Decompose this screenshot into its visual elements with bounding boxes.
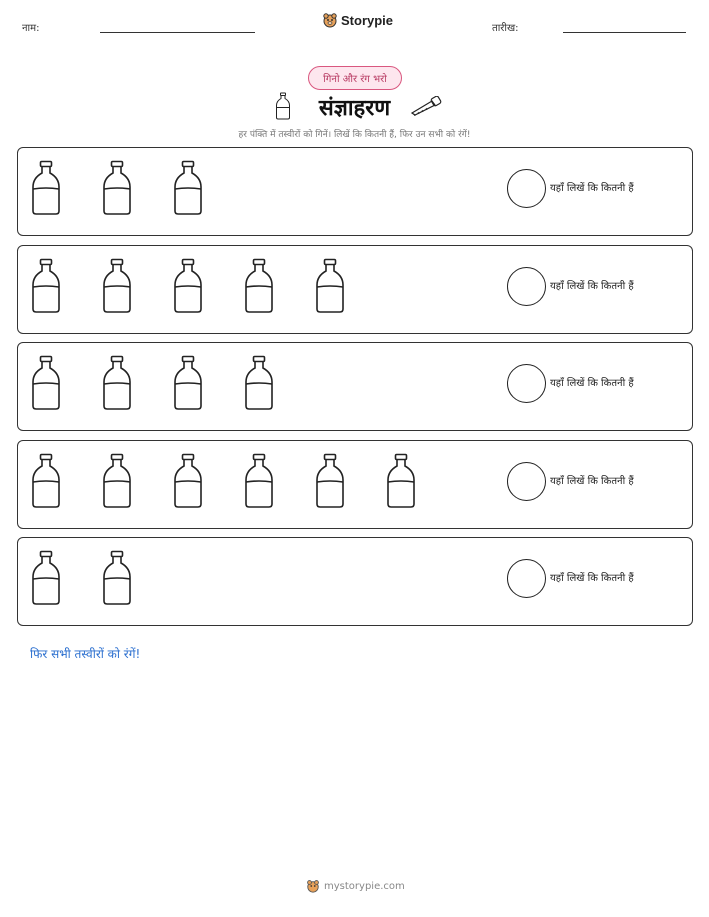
- bottle-icon: [101, 453, 133, 509]
- subtitle-pill: गिनो और रंग भरो: [308, 66, 402, 90]
- bottle-icon: [101, 258, 133, 314]
- bottle-icon: [30, 258, 62, 314]
- answer-circle[interactable]: [507, 364, 546, 403]
- bottle-icon: [243, 355, 275, 411]
- answer-label: यहाँ लिखें कि कितनी हैं: [550, 476, 634, 487]
- footer-brand: [306, 879, 405, 893]
- answer-circle[interactable]: [507, 462, 546, 501]
- bottle-icon: [385, 453, 417, 509]
- bottle-icon: [243, 453, 275, 509]
- bottle-icon: [314, 453, 346, 509]
- bottle-icon: [30, 160, 62, 216]
- brand-name: Storypie: [341, 12, 394, 28]
- date-label: तारीख:: [492, 23, 519, 34]
- bottle-icon: [30, 355, 62, 411]
- page-title: संज्ञाहरण: [318, 95, 391, 121]
- storypie-logo-icon: [322, 12, 338, 28]
- bottle-icon: [30, 453, 62, 509]
- answer-circle[interactable]: [507, 267, 546, 306]
- bottle-icon: [172, 258, 204, 314]
- brand-logo: [322, 12, 393, 28]
- answer-circle[interactable]: [507, 559, 546, 598]
- count-row-2: [17, 245, 693, 334]
- saw-icon: [410, 96, 442, 116]
- bottle-icon: [243, 258, 275, 314]
- bottle-icon: [172, 355, 204, 411]
- answer-label: यहाँ लिखें कि कितनी हैं: [550, 573, 634, 584]
- count-row-5: [17, 537, 693, 626]
- count-row-4: [17, 440, 693, 529]
- bottle-icon: [172, 453, 204, 509]
- bottle-icon: [172, 160, 204, 216]
- title-row: [0, 92, 709, 122]
- count-row-3: [17, 342, 693, 431]
- instruction-text: हर पंक्ति में तस्वीरों को गिनें। लिखें कि कितनी हैं, फिर उन सभी को रंगें!: [238, 130, 471, 140]
- date-line[interactable]: [563, 32, 686, 33]
- bottle-icon: [101, 160, 133, 216]
- answer-label: यहाँ लिखें कि कितनी हैं: [550, 378, 634, 389]
- bottle-icon: [101, 550, 133, 606]
- bottle-icon: [101, 355, 133, 411]
- footer-brand-text: mystorypie.com: [324, 880, 405, 892]
- footer-note: फिर सभी तस्वीरों को रंगें!: [30, 647, 141, 661]
- name-label: नाम:: [22, 23, 40, 34]
- count-row-1: [17, 147, 693, 236]
- answer-label: यहाँ लिखें कि कितनी हैं: [550, 183, 634, 194]
- answer-label: यहाँ लिखें कि कितनी हैं: [550, 281, 634, 292]
- storypie-logo-icon: [306, 879, 320, 893]
- bottle-icon: [314, 258, 346, 314]
- name-line[interactable]: [100, 32, 255, 33]
- answer-circle[interactable]: [507, 169, 546, 208]
- bottle-icon: [30, 550, 62, 606]
